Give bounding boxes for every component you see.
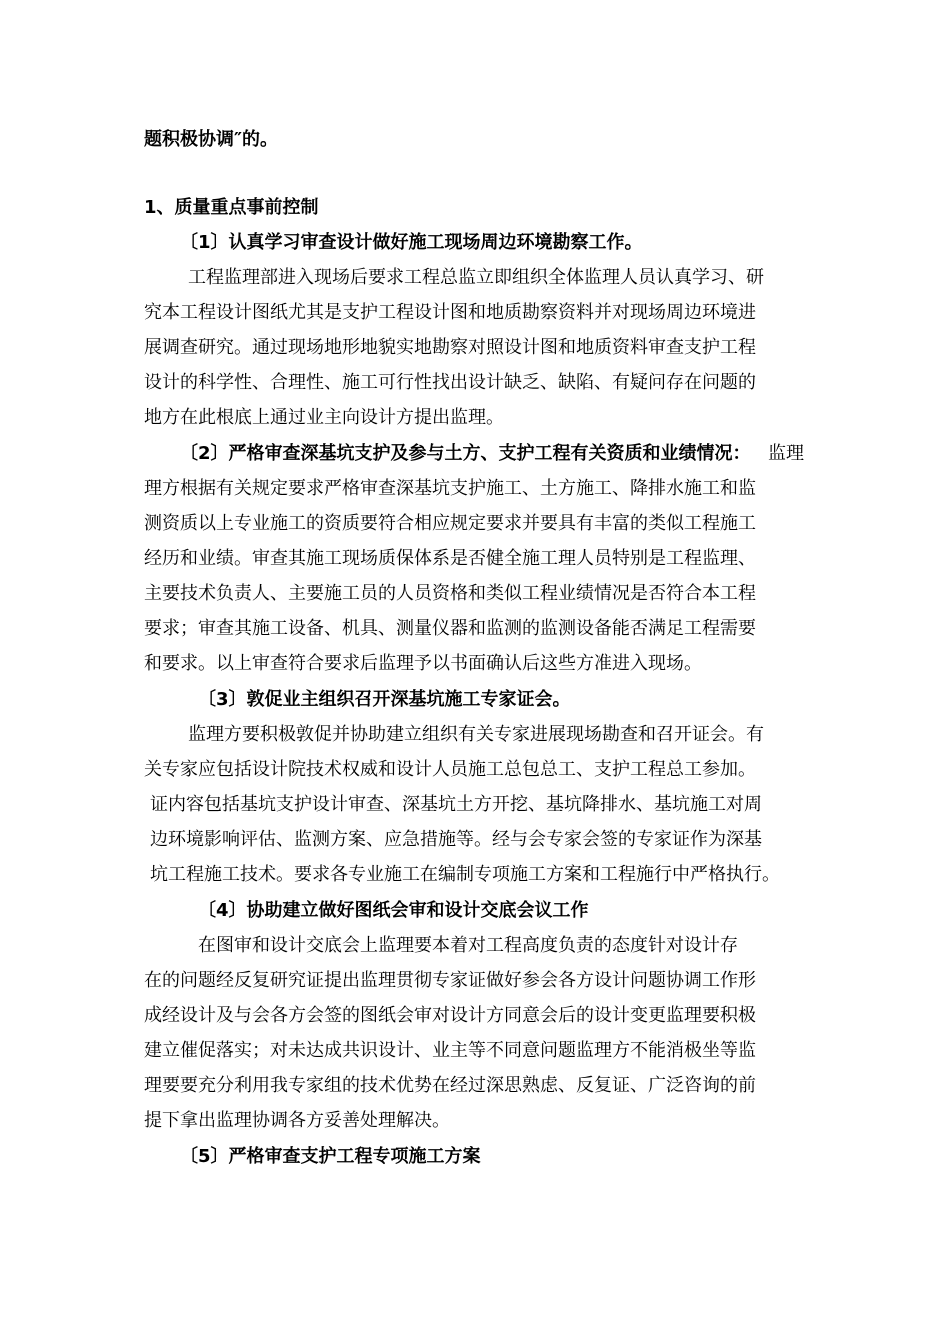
text-line: 理方根据有关规定要求严格审查深基坑支护施工、土方施工、降排水施工和监 <box>144 478 756 499</box>
subsection-heading: 〔1〕认真学习审查设计做好施工现场周边环境勘察工作。 <box>180 232 643 253</box>
text-line: 主要技术负责人、主要施工员的人员资格和类似工程业绩情况是否符合本工程 <box>144 583 756 604</box>
text-line: 经历和业绩。审查其施工现场质保体系是否健全施工理人员特别是工程监理、 <box>144 548 756 569</box>
text-line: 究本工程设计图纸尤其是支护工程设计图和地质勘察资料并对现场周边环境进 <box>144 302 756 323</box>
text-line: 关专家应包括设计院技术权威和设计人员施工总包总工、支护工程总工参加。 <box>144 759 756 780</box>
text-line: 监理方要积极敦促并协助建立组织有关专家进展现场勘查和召开证会。有 <box>188 724 764 745</box>
text-line: 展调查研究。通过现场地形地貌实地勘察对照设计图和地质资料审查支护工程 <box>144 337 756 358</box>
text-line: 要求；审查其施工设备、机具、测量仪器和监测的监测设备能否满足工程需要 <box>144 618 756 639</box>
text-line: 成经设计及与会各方会签的图纸会审对设计方同意会后的设计变更监理要积极 <box>144 1005 756 1026</box>
text-line: 理要要充分利用我专家组的技术优势在经过深思熟虑、反复证、广泛咨询的前 <box>144 1075 756 1096</box>
subsection-heading: 〔4〕协助建立做好图纸会审和设计交底会议工作 <box>198 900 589 921</box>
text-line: 和要求。以上审查符合要求后监理予以书面确认后这些方准进入现场。 <box>144 653 702 674</box>
text-line: 坑工程施工技术。要求各专业施工在编制专项施工方案和工程施行中严格执行。 <box>150 864 780 885</box>
text-line: 工程监理部进入现场后要求工程总监立即组织全体监理人员认真学习、研 <box>188 267 764 288</box>
text-line: 证内容包括基坑支护设计审查、深基坑土方开挖、基坑降排水、基坑施工对周 <box>150 794 762 815</box>
subsection-heading: 〔2〕严格审查深基坑支护及参与土方、支护工程有关资质和业绩情况： <box>180 443 751 464</box>
text-line: 在图审和设计交底会上监理要本着对工程高度负责的态度针对设计存 <box>198 935 738 956</box>
text-line: 在的问题经反复研究证提出监理贯彻专家证做好参会各方设计问题协调工作形 <box>144 970 756 991</box>
text-line: 监理 <box>768 443 804 464</box>
subsection-heading: 〔3〕敦促业主组织召开深基坑施工专家证会。 <box>198 689 571 710</box>
text-line: 建立催促落实；对未达成共识设计、业主等不同意问题监理方不能消极坐等监 <box>144 1040 756 1061</box>
text-line: 题积极协调″的。 <box>144 129 279 150</box>
text-line: 测资质以上专业施工的资质要符合相应规定要求并要具有丰富的类似工程施工 <box>144 513 756 534</box>
text-line: 地方在此根底上通过业主向设计方提出监理。 <box>144 407 504 428</box>
text-line: 边环境影响评估、监测方案、应急措施等。经与会专家会签的专家证作为深基 <box>150 829 762 850</box>
section-heading: 1、质量重点事前控制 <box>144 197 319 218</box>
text-line: 提下拿出监理协调各方妥善处理解决。 <box>144 1110 450 1131</box>
subsection-heading: 〔5〕严格审查支护工程专项施工方案 <box>180 1146 481 1167</box>
text-line: 设计的科学性、合理性、施工可行性找出设计缺乏、缺陷、有疑问存在问题的 <box>144 372 756 393</box>
